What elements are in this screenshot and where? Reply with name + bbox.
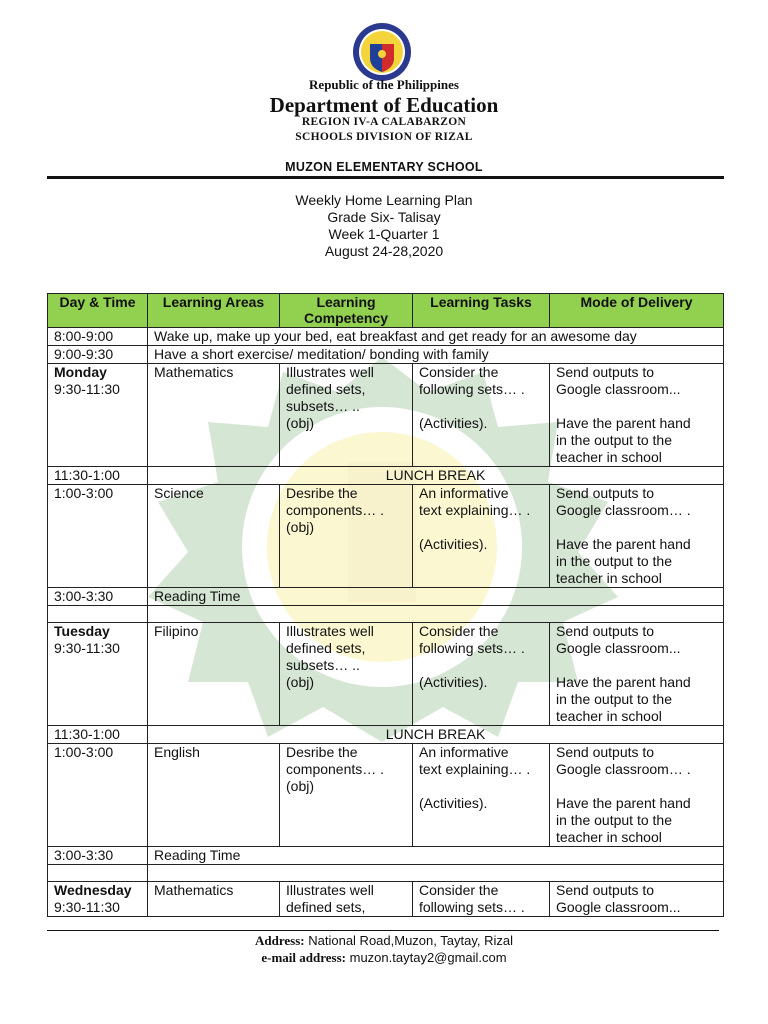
competency-line: Illustrates well (286, 882, 374, 898)
address-value: National Road,Muzon, Taytay, Rizal (308, 933, 513, 948)
delivery-line: teacher in school (556, 708, 662, 724)
area-cell: Mathematics (148, 882, 280, 917)
competency-line: Desribe the (286, 485, 358, 501)
delivery-line: Google classroom… . (556, 761, 691, 777)
table-row (48, 467, 724, 485)
delivery-line: Send outputs to (556, 485, 655, 501)
delivery-line: in the output to the (556, 812, 672, 828)
area-cell: Science (148, 485, 280, 588)
lunch-break-cell: LUNCH BREAK (148, 726, 724, 744)
task-line: Consider the (419, 882, 499, 898)
time-label: 9:30-11:30 (54, 899, 120, 915)
footer-address (0, 933, 768, 949)
delivery-line: Have the parent hand (556, 795, 691, 811)
activities-label: (Activities). (419, 536, 488, 552)
delivery-line: teacher in school (556, 449, 662, 465)
col-header-learning-areas: Learning Areas (148, 294, 280, 328)
learning-plan-table (47, 293, 724, 917)
delivery-line: Google classroom... (556, 381, 681, 397)
obj-label: (obj) (286, 519, 315, 535)
activities-label: (Activities). (419, 415, 488, 431)
delivery-line: Google classroom... (556, 899, 681, 915)
competency-line: Illustrates well (286, 623, 374, 639)
deped-seal-icon (352, 22, 412, 82)
competency-line: defined sets, (286, 899, 366, 915)
activity-cell: Have a short exercise/ meditation/ bonding with family (148, 346, 724, 364)
table-row-empty (48, 606, 724, 623)
obj-label: (obj) (286, 415, 315, 431)
delivery-cell (550, 364, 724, 467)
task-line: An informative (419, 485, 509, 501)
time-cell: 1:00-3:00 (48, 485, 148, 588)
time-cell: 3:00-3:30 (48, 588, 148, 606)
table-row (48, 588, 724, 606)
address-label: Address: (255, 933, 305, 948)
competency-cell (280, 882, 413, 917)
table-row (48, 623, 724, 726)
time-cell: 8:00-9:00 (48, 328, 148, 346)
competency-line: Desribe the (286, 744, 358, 760)
email-label: e-mail address: (261, 950, 346, 965)
task-line: following sets… . (419, 381, 525, 397)
tasks-cell (413, 882, 550, 917)
tasks-cell (413, 623, 550, 726)
day-time-cell (48, 882, 148, 917)
col-header-learning-competency: Learning Competency (280, 294, 413, 328)
delivery-line: Have the parent hand (556, 415, 691, 431)
table-row (48, 485, 724, 588)
table-row-empty (48, 865, 724, 882)
footer-divider (47, 930, 719, 931)
plan-week: Week 1-Quarter 1 (328, 226, 440, 242)
reading-cell: Reading Time (148, 847, 724, 865)
table-row (48, 328, 724, 346)
table-row (48, 726, 724, 744)
region-line: REGION IV-A CALABARZON (301, 116, 467, 128)
time-label: 9:30-11:30 (54, 381, 120, 397)
delivery-line: Google classroom… . (556, 502, 691, 518)
competency-line: defined sets, (286, 640, 366, 656)
time-cell: 11:30-1:00 (48, 467, 148, 485)
day-label: Tuesday (54, 623, 110, 639)
time-cell: 9:00-9:30 (48, 346, 148, 364)
delivery-line: in the output to the (556, 432, 672, 448)
delivery-line: in the output to the (556, 553, 672, 569)
delivery-line: Have the parent hand (556, 674, 691, 690)
tasks-cell (413, 364, 550, 467)
task-line: text explaining… . (419, 761, 531, 777)
table-row (48, 847, 724, 865)
competency-cell (280, 364, 413, 467)
delivery-line: teacher in school (556, 570, 662, 586)
header-divider (47, 176, 724, 179)
competency-line: defined sets, (286, 381, 366, 397)
task-line: following sets… . (419, 640, 525, 656)
delivery-line: Google classroom... (556, 640, 681, 656)
delivery-line: teacher in school (556, 829, 662, 845)
lunch-break-cell: LUNCH BREAK (148, 467, 724, 485)
day-time-cell (48, 623, 148, 726)
day-time-cell (48, 364, 148, 467)
task-line: text explaining… . (419, 502, 531, 518)
task-line: Consider the (419, 364, 499, 380)
activities-label: (Activities). (419, 795, 488, 811)
competency-line: components… . (286, 502, 385, 518)
delivery-line: in the output to the (556, 691, 672, 707)
activity-cell: Wake up, make up your bed, eat breakfast and get ready for an awesome day (148, 328, 724, 346)
delivery-cell (550, 744, 724, 847)
table-row (48, 364, 724, 467)
task-line: following sets… . (419, 899, 525, 915)
delivery-line: Send outputs to (556, 364, 655, 380)
delivery-line: Send outputs to (556, 623, 655, 639)
col-header-day-time: Day & Time (48, 294, 148, 328)
col-header-learning-tasks: Learning Tasks (413, 294, 550, 328)
table-row (48, 744, 724, 847)
plan-title: Weekly Home Learning Plan (295, 192, 473, 208)
area-cell: Mathematics (148, 364, 280, 467)
delivery-line: Send outputs to (556, 882, 655, 898)
competency-line: subsets… .. (286, 398, 360, 414)
col-header-mode-of-delivery: Mode of Delivery (550, 294, 724, 328)
competency-cell (280, 744, 413, 847)
competency-line: components… . (286, 761, 385, 777)
obj-label: (obj) (286, 778, 315, 794)
delivery-line: Send outputs to (556, 744, 655, 760)
tasks-cell (413, 485, 550, 588)
footer-email (0, 950, 768, 966)
email-value: muzon.taytay2@gmail.com (349, 950, 507, 965)
day-label: Wednesday (54, 882, 132, 898)
time-cell: 11:30-1:00 (48, 726, 148, 744)
time-label: 9:30-11:30 (54, 640, 120, 656)
competency-line: Illustrates well (286, 364, 374, 380)
competency-line: subsets… .. (286, 657, 360, 673)
plan-dates: August 24-28,2020 (324, 243, 444, 259)
tasks-cell (413, 744, 550, 847)
activities-label: (Activities). (419, 674, 488, 690)
obj-label: (obj) (286, 674, 315, 690)
school-name: MUZON ELEMENTARY SCHOOL (285, 160, 483, 174)
time-cell: 1:00-3:00 (48, 744, 148, 847)
table-row (48, 882, 724, 917)
department-title: Department of Education (269, 93, 499, 117)
table-row (48, 346, 724, 364)
competency-cell (280, 485, 413, 588)
republic-line: Republic of the Philippines (309, 77, 459, 92)
task-line: An informative (419, 744, 509, 760)
delivery-cell (550, 882, 724, 917)
area-cell: Filipino (148, 623, 280, 726)
division-line: SCHOOLS DIVISION OF RIZAL (295, 131, 473, 143)
delivery-line: Have the parent hand (556, 536, 691, 552)
table-header-row (48, 294, 724, 328)
area-cell: English (148, 744, 280, 847)
competency-cell (280, 623, 413, 726)
reading-cell: Reading Time (148, 588, 724, 606)
task-line: Consider the (419, 623, 499, 639)
delivery-cell (550, 623, 724, 726)
day-label: Monday (54, 364, 107, 380)
delivery-cell (550, 485, 724, 588)
plan-grade: Grade Six- Talisay (327, 209, 441, 225)
time-cell: 3:00-3:30 (48, 847, 148, 865)
